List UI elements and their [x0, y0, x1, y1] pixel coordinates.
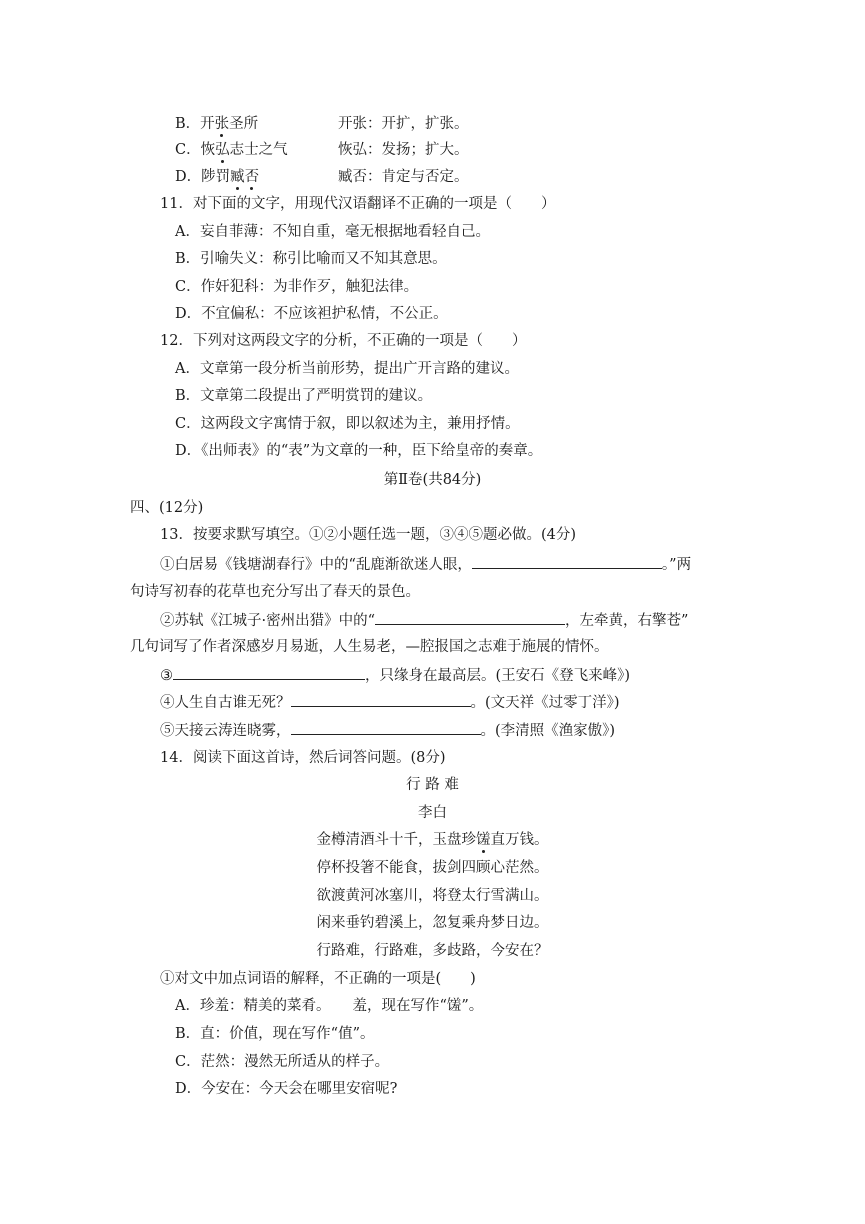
- q14-stem: 14．阅读下面这首诗，然后词答问题。(8分): [160, 750, 446, 766]
- poem-line-5: 行路难，行路难，多歧路，今安在？: [316, 943, 549, 959]
- q12-option-a: A．文章第一段分析当前形势，提出广开言路的建议。: [175, 361, 519, 377]
- part2-title: 第Ⅱ卷(共84分): [383, 472, 482, 488]
- q14-sub1-option-d: D．今安在：今天会在哪里安宿呢?: [175, 1081, 398, 1097]
- dotted-char: 张: [214, 116, 230, 132]
- q12-option-d: D．《出师表》的“表”为文章的一种，臣下给皇帝的奏章。: [175, 443, 543, 459]
- poem-author: 李白: [418, 805, 447, 821]
- q12-option-c: C．这两段文字寓情于叙，即以叙述为主，兼用抒情。: [175, 416, 520, 432]
- q11-option-c: C．作奸犯科：为非作歹，触犯法律。: [175, 279, 419, 295]
- dotted-char: 臧: [230, 169, 245, 185]
- q13-item-3: ③ ，只缘身在最高层。(王安石《登飞来峰》): [160, 665, 630, 686]
- q13-item-2-cont: 几句词写了作者深感岁月易逝，人生易老，—腔报国之志难于施展的情怀。: [130, 639, 609, 655]
- answer-blank[interactable]: [375, 610, 565, 625]
- q14-sub1-option-a: A．珍羞：精美的菜肴。 羞，现在写作“馐”。: [175, 998, 484, 1014]
- q10-option-d: D．陟罚臧否: [175, 169, 260, 185]
- q13-stem: 13．按要求默写填空。①②小题任选一题，③④⑤题必做。(4分): [160, 527, 576, 543]
- q13-item-1: ①白居易《钱塘湖春行》中的“乱鹿渐欲迷人眼， 。”两: [160, 554, 691, 575]
- poem-line-3: 欲渡黄河冰塞川，将登太行雪满山。: [316, 888, 549, 904]
- q10-option-b: B．开张圣所: [175, 116, 259, 132]
- q11-option-b: B．引喻失义：称引比喻而又不知其意思。: [175, 251, 447, 267]
- q13-item-5: ⑤天接云涛连晓雾， 。(李清照《渔家傲》): [160, 720, 615, 741]
- q10-option-b-expl: 开张：开扩，扩张。: [338, 116, 469, 132]
- poem-line-4: 闲来垂钓碧溪上，忽复乘舟梦日边。: [316, 915, 549, 931]
- q10-option-c-expl: 恢弘：发扬；扩大。: [338, 142, 469, 158]
- q13-item-1-cont: 句诗写初春的花草也充分写出了春天的景色。: [130, 584, 420, 600]
- q14-sub1-stem: ①对文中加点词语的解释，不正确的一项是( ): [160, 971, 476, 987]
- q11-stem: 11．对下面的文字，用现代汉语翻译不正确的一项是（ ）: [160, 196, 556, 212]
- dotted-char: 馐: [476, 832, 491, 848]
- answer-blank[interactable]: [291, 692, 471, 707]
- q13-item-4: ④人生自古谁无死？ 。(文天祥《过零丁洋》): [160, 692, 620, 713]
- q12-stem: 12．下列对这两段文字的分析，不正确的一项是（ ）: [160, 333, 527, 349]
- q12-option-b: B．文章第二段提出了严明赏罚的建议。: [175, 388, 433, 404]
- section-heading: 四、(12分): [130, 500, 204, 516]
- poem-line-2: 停杯投箸不能食，拔剑四顾心茫然。: [316, 860, 549, 876]
- answer-blank[interactable]: [173, 665, 365, 680]
- answer-blank[interactable]: [291, 720, 481, 735]
- answer-blank[interactable]: [472, 554, 662, 569]
- q10-option-c: C．恢弘志士之气: [175, 142, 288, 158]
- poem-line-1: 金樽清酒斗十千，玉盘珍馐直万钱。: [316, 832, 549, 848]
- poem-title: 行 路 难: [406, 777, 459, 793]
- q10-option-d-expl: 臧否：肯定与否定。: [338, 169, 469, 185]
- q14-sub1-option-b: B．直：价值，现在写作“值”。: [175, 1026, 375, 1042]
- q13-item-2: ②苏轼《江城子·密州出猎》中的“ ，左牵黄，右擎苍”: [160, 610, 688, 631]
- q11-option-a: A．妄自菲薄：不知自重，毫无根据地看轻自己。: [175, 224, 490, 240]
- dotted-char: 弘: [215, 142, 230, 158]
- q14-sub1-option-c: C．茫然：漫然无所适从的样子。: [175, 1054, 390, 1070]
- dotted-char: 否: [244, 169, 260, 185]
- q11-option-d: D．不宜偏私：不应该袒护私情，不公正。: [175, 306, 448, 322]
